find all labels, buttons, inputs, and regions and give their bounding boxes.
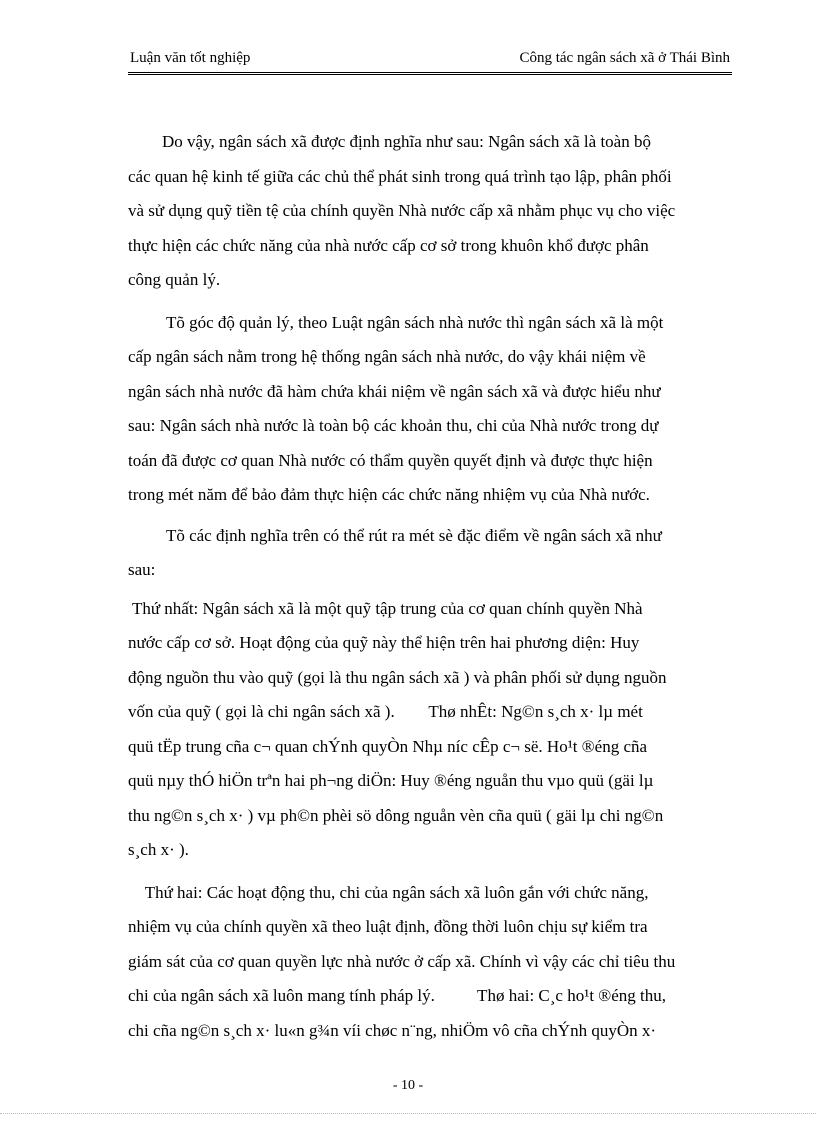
text-line: Do vậy, ngân sách xã được định nghĩa như sau: Ngân sách xã là toàn bộ [128,132,651,151]
text-line: trong mét năm để bảo đảm thực hiện các chức năng nhiệm vụ của Nhà nước. [128,485,650,504]
text-line: toán đã được cơ quan Nhà nước có thẩm quyền quyết định và được thực hiện [128,450,653,470]
text-line: các quan hệ kinh tế giữa các chủ thể phát sinh trong quá trình tạo lập, phân phối [128,166,672,186]
paragraph [128,125,750,298]
paragraph [128,519,750,588]
text-line: công quản lý. [128,270,221,289]
text-line: quü nµy thÓ hiÖn trªn hai ph¬ng diÖn: Huy ®éng nguån thu vµo quü (gäi lµ [128,771,654,790]
text-line: thu ng©n s¸ch x· ) vµ ph©n phèi sö dông nguån vèn cña quü ( gäi lµ chi ng©n [128,805,664,825]
text-line: nhiệm vụ của chính quyền xã theo luật định, đồng thời luôn chịu sự kiểm tra [128,917,648,936]
text-line: Tõ góc độ quản lý, theo Luật ngân sách nhà nước thì ngân sách xã là một [128,312,664,332]
header-right-title: Công tác ngân sách xã ở Thái Bình [519,50,730,66]
text-line: chi cña ng©n s¸ch x· lu«n g¾n víi chøc n¨ng, nhiÖm vô cña chÝnh quyÒn x· [128,1020,657,1040]
text-line: sau: Ngân sách nhà nước là toàn bộ các khoản thu, chi của Nhà nước trong dự [128,416,659,435]
page-bottom-divider [0,1113,816,1114]
text-line: thực hiện các chức năng của nhà nước cấp cơ sở trong khuôn khổ được phân [128,235,649,255]
text-line: vốn của quỹ ( gọi là chi ngân sách xã ). Thø nhÊt: Ng©n s¸ch x· lµ mét [128,702,643,721]
document-body [128,125,750,1048]
text-line: sau: [128,560,156,579]
text-line: Thứ nhất: Ngân sách xã là một quỹ tập trung của cơ quan chính quyền Nhà [128,598,643,618]
page-number: - 10 - [392,1078,424,1093]
text-line: s¸ch x· ). [128,840,189,859]
text-line: cấp ngân sách nằm trong hệ thống ngân sách nhà nước, do vậy khái niệm về [128,347,646,366]
text-line: giám sát của cơ quan quyền lực nhà nước ở cấp xã. Chính vì vậy các chỉ tiêu thu [128,951,676,971]
text-line: ngân sách nhà nước đã hàm chứa khái niệm về ngân sách xã và được hiểu như [128,381,661,401]
page-header [128,50,732,75]
paragraph [128,592,750,868]
text-line: quü tËp trung cña c¬ quan chÝnh quyÒn Nhµ níc cÊp c¬ së. Ho¹t ®éng cña [128,736,648,756]
paragraph [128,306,750,513]
text-line: động nguồn thu vào quỹ (gọi là thu ngân sách xã ) và phân phối sử dụng nguồn [128,667,667,687]
text-line: chi của ngân sách xã luôn mang tính pháp lý. Thø hai: C¸c ho¹t ®éng thu, [128,986,666,1005]
paragraph [128,876,750,1049]
header-left-title: Luận văn tốt nghiệp [130,50,251,66]
text-line: nước cấp cơ sở. Hoạt động của quỹ này thể hiện trên hai phương diện: Huy [128,633,640,652]
text-line: và sử dụng quỹ tiền tệ của chính quyền Nhà nước cấp xã nhằm phục vụ cho việc [128,201,676,220]
text-line: Tõ các định nghĩa trên có thể rút ra mét sè đặc điểm về ngân sách xã như [128,525,662,545]
text-line: Thứ hai: Các hoạt động thu, chi của ngân sách xã luôn gắn với chức năng, [128,882,649,902]
